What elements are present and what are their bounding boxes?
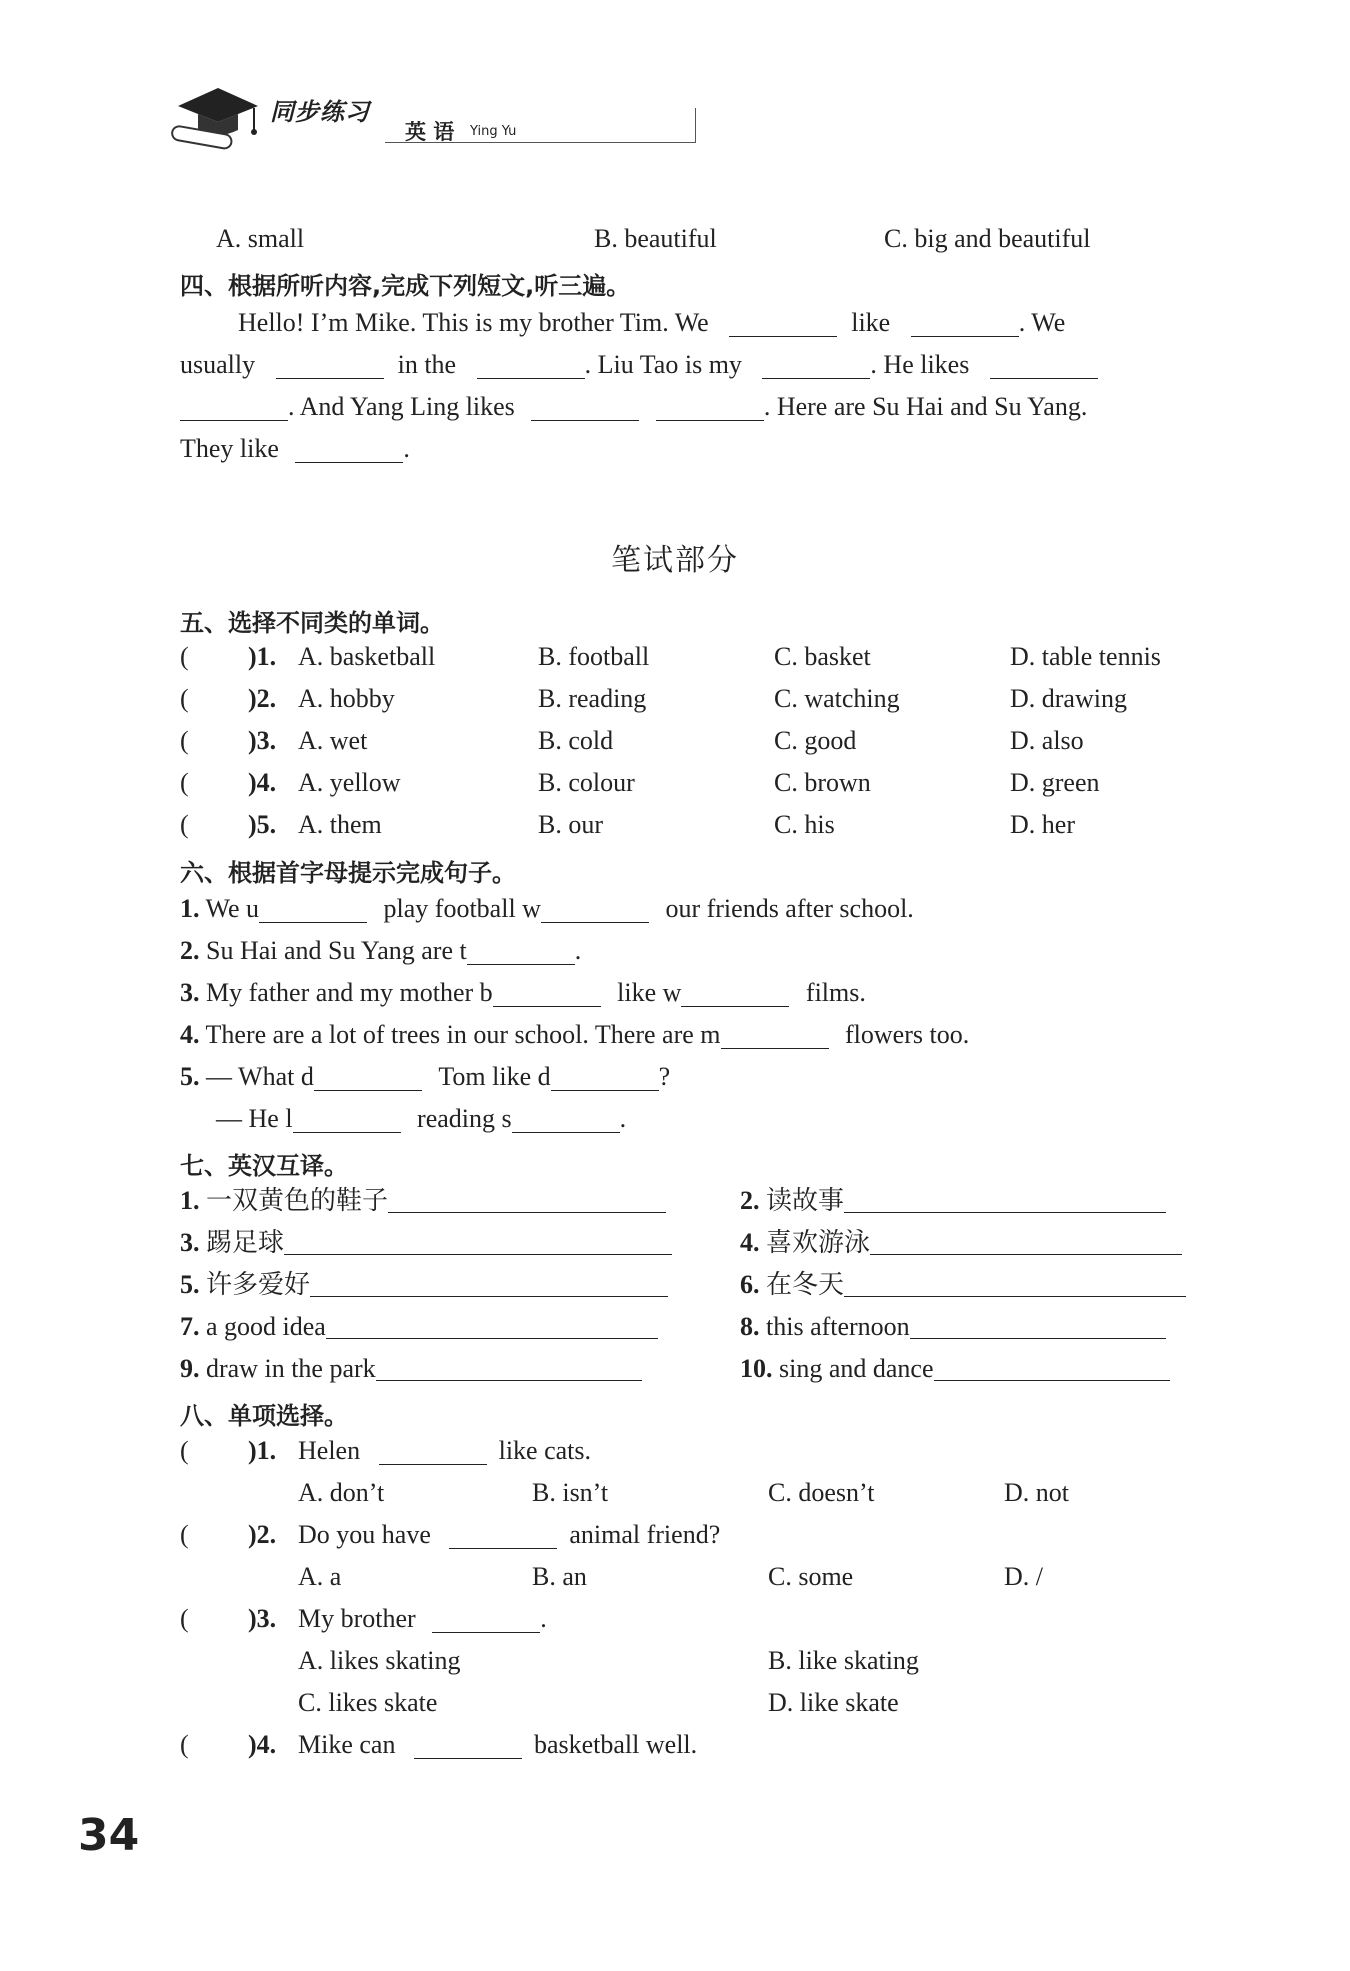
answer-paren[interactable]: ( xyxy=(180,810,189,839)
sentence-5 xyxy=(180,1064,670,1091)
answer-paren[interactable]: ( xyxy=(180,726,189,755)
sentence-text: . xyxy=(619,1104,627,1133)
passage-text: . Liu Tao is my xyxy=(584,350,742,379)
option-b: B. reading xyxy=(538,684,647,713)
answer-blank[interactable] xyxy=(449,1524,557,1549)
translation-item-9 xyxy=(180,1356,642,1382)
prev-option-c: C. big and beautiful xyxy=(884,224,1091,253)
option-d: D. drawing xyxy=(1010,684,1127,713)
translation-item-5 xyxy=(180,1272,668,1298)
answer-blank[interactable] xyxy=(541,898,649,923)
mc-question-4 xyxy=(180,1732,1220,1762)
sentence-5-answer xyxy=(216,1106,626,1133)
answer-paren[interactable]: ( xyxy=(180,642,189,671)
prev-option-b: B. beautiful xyxy=(594,224,717,253)
question-number: 8. xyxy=(740,1312,760,1341)
answer-blank[interactable] xyxy=(376,1358,642,1381)
section7-heading: 七、英汉互译。 xyxy=(180,1152,348,1180)
mc-question-1 xyxy=(180,1438,1220,1468)
passage-text: They like xyxy=(180,434,279,463)
passage-text: usually xyxy=(180,350,256,379)
question-number: 6. xyxy=(740,1270,760,1299)
sentence-3 xyxy=(180,980,866,1007)
passage-line-2 xyxy=(180,352,1098,379)
option-d[interactable]: D. like skate xyxy=(768,1688,899,1717)
option-b[interactable]: B. an xyxy=(532,1562,587,1591)
option-b: B. football xyxy=(538,642,650,671)
stem-text: Mike can xyxy=(298,1730,396,1759)
question-number: 7. xyxy=(180,1312,200,1341)
answer-blank[interactable] xyxy=(310,1274,668,1297)
translation-prompt: 在冬天 xyxy=(766,1270,845,1300)
mc-options-1 xyxy=(180,1480,1220,1510)
answer-paren[interactable]: ( xyxy=(180,768,189,797)
sentence-text: like w xyxy=(617,978,682,1007)
question-number: 4. xyxy=(180,1020,200,1049)
section5-heading: 五、选择不同类的单词。 xyxy=(180,609,444,637)
sentence-4 xyxy=(180,1022,969,1049)
answer-blank[interactable] xyxy=(326,1316,658,1339)
question-number: )4. xyxy=(248,1730,277,1759)
option-d: D. her xyxy=(1010,810,1075,839)
answer-paren[interactable]: ( xyxy=(180,1604,189,1633)
question-stem xyxy=(298,1732,697,1759)
passage-text: Hello! I’m Mike. This is my brother Tim. We xyxy=(238,308,709,337)
sentence-text: There are a lot of trees in our school. There are m xyxy=(205,1020,721,1049)
answer-blank[interactable] xyxy=(295,438,403,463)
answer-blank[interactable] xyxy=(512,1108,620,1133)
answer-blank[interactable] xyxy=(477,354,585,379)
stem-text: . xyxy=(540,1604,547,1633)
answer-blank[interactable] xyxy=(388,1190,666,1213)
passage-text: . He likes xyxy=(870,350,970,379)
question-number: )3. xyxy=(248,726,277,755)
mc-question-3 xyxy=(180,1606,1220,1636)
sentence-2 xyxy=(180,938,581,965)
option-a[interactable]: A. a xyxy=(298,1562,342,1591)
option-c: C. brown xyxy=(774,768,871,797)
question-number: 2. xyxy=(180,936,200,965)
passage-text: . And Yang Ling likes xyxy=(288,392,515,421)
option-a: A. them xyxy=(298,810,382,839)
option-b[interactable]: B. isn’t xyxy=(532,1478,609,1507)
page-number: 34 xyxy=(78,1810,140,1861)
question-number: )2. xyxy=(248,1520,277,1549)
translation-prompt: 一双黄色的鞋子 xyxy=(206,1186,389,1216)
question-number: 5. xyxy=(180,1062,200,1091)
answer-blank[interactable] xyxy=(910,1316,1166,1339)
section4-heading: 四、根据所听内容,完成下列短文,听三遍。 xyxy=(180,272,631,300)
answer-blank[interactable] xyxy=(293,1108,401,1133)
option-c[interactable]: C. likes skate xyxy=(298,1688,438,1717)
stem-text: animal friend? xyxy=(569,1520,721,1549)
option-a: A. wet xyxy=(298,726,368,755)
translation-item-8 xyxy=(740,1314,1166,1340)
question-number: )1. xyxy=(248,642,277,671)
option-c: C. watching xyxy=(774,684,900,713)
prev-option-a: A. small xyxy=(216,224,305,253)
question-stem xyxy=(298,1606,547,1633)
sentence-text: Su Hai and Su Yang are t xyxy=(206,936,467,965)
sentence-text: reading s xyxy=(417,1104,512,1133)
answer-blank[interactable] xyxy=(844,1274,1186,1297)
question-number: )1. xyxy=(248,1436,277,1465)
translation-prompt: 许多爱好 xyxy=(206,1270,311,1300)
question-number: 1. xyxy=(180,894,200,923)
answer-blank[interactable] xyxy=(729,312,837,337)
translation-item-6 xyxy=(740,1272,1186,1298)
page-header xyxy=(170,78,530,158)
choice-row-1 xyxy=(180,644,1220,674)
question-number: )2. xyxy=(248,684,277,713)
sentence-text: films. xyxy=(805,978,866,1007)
translation-item-10 xyxy=(740,1356,1170,1382)
option-c[interactable]: C. doesn’t xyxy=(768,1478,875,1507)
option-c: C. good xyxy=(774,726,857,755)
option-d[interactable]: D. not xyxy=(1004,1478,1069,1507)
choice-row-5 xyxy=(180,812,1220,842)
passage-text: . xyxy=(403,434,410,463)
option-d: D. green xyxy=(1010,768,1100,797)
passage-text: . We xyxy=(1018,308,1066,337)
mc-options-3a xyxy=(180,1648,1220,1678)
option-d: D. also xyxy=(1010,726,1084,755)
question-number: 4. xyxy=(740,1228,760,1257)
subject-label: 英 语 xyxy=(405,120,455,144)
question-number: 5. xyxy=(180,1270,200,1299)
option-a: A. hobby xyxy=(298,684,395,713)
question-number: 3. xyxy=(180,978,200,1007)
answer-blank[interactable] xyxy=(681,982,789,1007)
translation-item-2 xyxy=(740,1188,1166,1214)
answer-blank[interactable] xyxy=(531,396,639,421)
answer-blank[interactable] xyxy=(551,1066,659,1091)
stem-text: Do you have xyxy=(298,1520,431,1549)
translation-item-7 xyxy=(180,1314,658,1340)
passage-line-4 xyxy=(180,436,410,463)
translation-prompt: 踢足球 xyxy=(206,1228,285,1258)
option-b[interactable]: B. like skating xyxy=(768,1646,919,1675)
passage-text: in the xyxy=(397,350,457,379)
sentence-text: Tom like d xyxy=(438,1062,551,1091)
answer-blank[interactable] xyxy=(284,1232,672,1255)
answer-blank[interactable] xyxy=(314,1066,422,1091)
option-b: B. colour xyxy=(538,768,635,797)
answer-blank[interactable] xyxy=(762,354,870,379)
answer-blank[interactable] xyxy=(259,898,367,923)
sentence-text: our friends after school. xyxy=(665,894,914,923)
question-stem xyxy=(298,1522,720,1549)
stem-text: basketball well. xyxy=(533,1730,698,1759)
answer-blank[interactable] xyxy=(844,1190,1166,1213)
subject-pinyin: Ying Yu xyxy=(470,124,517,139)
sentence-text: My father and my mother b xyxy=(206,978,493,1007)
option-b: B. our xyxy=(538,810,603,839)
sentence-text: . xyxy=(574,936,582,965)
option-b: B. cold xyxy=(538,726,614,755)
answer-blank[interactable] xyxy=(432,1608,540,1633)
translation-item-4 xyxy=(740,1230,1182,1256)
passage-line-1 xyxy=(238,310,1065,337)
stem-text: My brother xyxy=(298,1604,416,1633)
section6-heading: 六、根据首字母提示完成句子。 xyxy=(180,859,516,887)
mc-options-2 xyxy=(180,1564,1220,1594)
question-number: )3. xyxy=(248,1604,277,1633)
translation-prompt: this afternoon xyxy=(766,1312,910,1341)
option-d: D. table tennis xyxy=(1010,642,1161,671)
answer-paren[interactable]: ( xyxy=(180,1436,189,1465)
passage-text: like xyxy=(851,308,891,337)
translation-prompt: a good idea xyxy=(206,1312,326,1341)
stem-text: Helen xyxy=(298,1436,361,1465)
answer-blank[interactable] xyxy=(934,1358,1170,1381)
answer-blank[interactable] xyxy=(493,982,601,1007)
answer-blank[interactable] xyxy=(180,396,288,421)
choice-row-4 xyxy=(180,770,1220,800)
sentence-1 xyxy=(180,896,914,923)
answer-blank[interactable] xyxy=(656,396,764,421)
passage-line-3 xyxy=(180,394,1087,421)
answer-blank[interactable] xyxy=(276,354,384,379)
option-a: A. basketball xyxy=(298,642,436,671)
answer-blank[interactable] xyxy=(990,354,1098,379)
choice-row-3 xyxy=(180,728,1220,758)
sentence-text: We u xyxy=(205,894,260,923)
answer-paren[interactable]: ( xyxy=(180,684,189,713)
option-c[interactable]: C. some xyxy=(768,1562,854,1591)
option-c: C. basket xyxy=(774,642,871,671)
stem-text: like cats. xyxy=(498,1436,592,1465)
passage-text: . Here are Su Hai and Su Yang. xyxy=(763,392,1088,421)
translation-prompt: 喜欢游泳 xyxy=(766,1228,871,1258)
sentence-text: — What d xyxy=(206,1062,314,1091)
question-number: 1. xyxy=(180,1186,200,1215)
option-c: C. his xyxy=(774,810,835,839)
sentence-text: play football w xyxy=(383,894,541,923)
mc-options-3b xyxy=(180,1690,1220,1720)
translation-prompt: sing and dance xyxy=(779,1354,934,1383)
translation-prompt: draw in the park xyxy=(206,1354,376,1383)
translation-item-3 xyxy=(180,1230,672,1256)
graduation-cap-icon xyxy=(170,78,265,153)
answer-blank[interactable] xyxy=(870,1232,1182,1255)
question-number: 9. xyxy=(180,1354,200,1383)
answer-blank[interactable] xyxy=(721,1024,829,1049)
sentence-text: — He l xyxy=(216,1104,293,1133)
answer-blank[interactable] xyxy=(467,940,575,965)
question-number: )5. xyxy=(248,810,277,839)
answer-blank[interactable] xyxy=(414,1734,522,1759)
mc-question-2 xyxy=(180,1522,1220,1552)
option-a: A. yellow xyxy=(298,768,401,797)
option-d[interactable]: D. / xyxy=(1004,1562,1043,1591)
translation-prompt: 读故事 xyxy=(766,1186,845,1216)
choice-row-2 xyxy=(180,686,1220,716)
answer-blank[interactable] xyxy=(379,1440,487,1465)
written-part-title: 笔试部分 xyxy=(611,543,739,578)
section8-heading: 八、单项选择。 xyxy=(180,1402,348,1430)
answer-paren[interactable]: ( xyxy=(180,1520,189,1549)
question-number: 3. xyxy=(180,1228,200,1257)
question-stem xyxy=(298,1438,591,1465)
sentence-text: flowers too. xyxy=(845,1020,970,1049)
question-number: 2. xyxy=(740,1186,760,1215)
question-number: 10. xyxy=(740,1354,773,1383)
translation-item-1 xyxy=(180,1188,666,1214)
answer-paren[interactable]: ( xyxy=(180,1730,189,1759)
answer-blank[interactable] xyxy=(911,312,1019,337)
option-a[interactable]: A. likes skating xyxy=(298,1646,461,1675)
option-a[interactable]: A. don’t xyxy=(298,1478,385,1507)
series-title: 同步练习 xyxy=(270,98,370,126)
question-number: )4. xyxy=(248,768,277,797)
sentence-text: ? xyxy=(658,1062,671,1091)
